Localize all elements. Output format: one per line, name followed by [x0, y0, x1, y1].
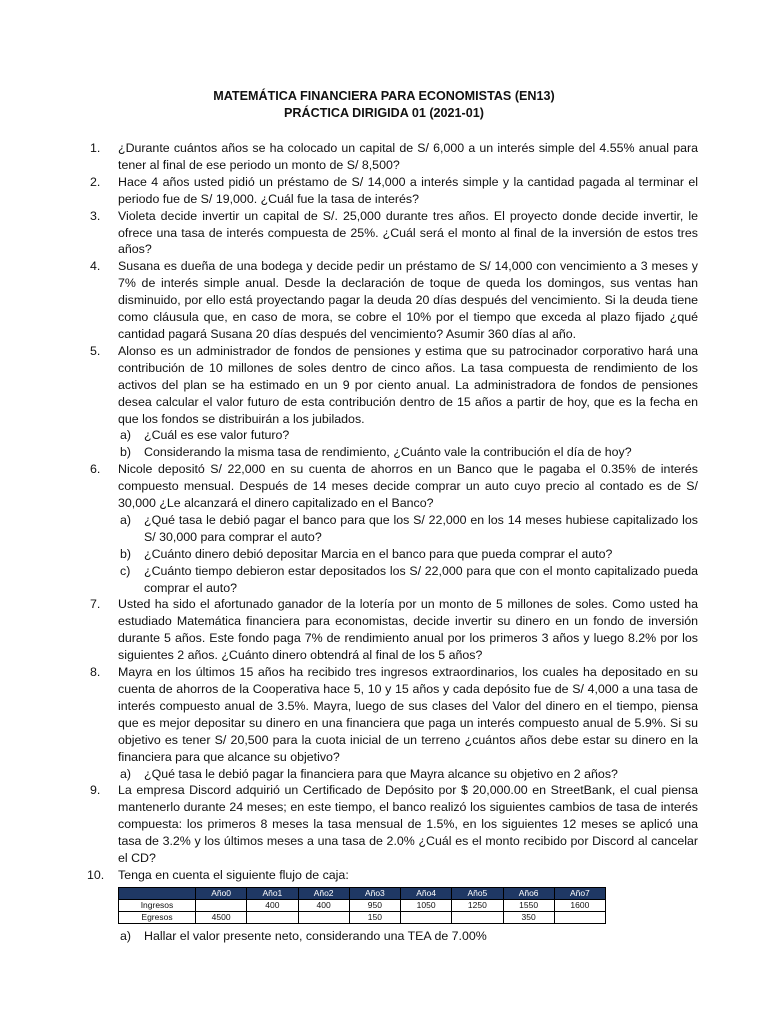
sub-question [118, 427, 698, 444]
cash-flow-cell: 150 [349, 911, 400, 923]
problem-item [90, 596, 698, 664]
cash-flow-column-header [119, 887, 196, 899]
problem-number: 3. [90, 208, 101, 223]
problem-text: Alonso es un administrador de fondos de pensiones y estima que su patrocinador corporativo hará una contribución de 10 millones de soles dentro de cinco años. La tasa compuesta de rendimiento de los activos del plan se ha estimado en un 9 por ciento anual. La administradora de fondos de pensiones desea calcular el valor futuro de esta contribución dentro de 15 años a partir de hoy, que es la fecha en que los fondos se distribuirán a los jubilados. [118, 343, 698, 426]
sub-question [118, 444, 698, 461]
problem-text: Nicole depositó S/ 22,000 en su cuenta de ahorros en un Banco que le pagaba el 0.35% de interés compuesto mensual. Después de 14 meses decide comprar un auto cuyo precio al contado es de S/ 30,000 ¿Le alcanzará el dinero capitalizado en el Banco? [118, 462, 698, 511]
sub-question-text: ¿Cuál es ese valor futuro? [144, 428, 290, 443]
cash-flow-column-header: Año1 [247, 887, 298, 899]
problem-item [90, 782, 698, 867]
cash-flow-cell [298, 911, 349, 923]
sub-question-label: c) [120, 563, 131, 578]
problem-number: 2. [90, 174, 101, 189]
problem-text: Violeta decide invertir un capital de S/. 25,000 durante tres años. El proyecto donde decide invertir, le ofrece una tasa de interés compuesta de 25%. ¿Cuál será el monto al final de la inversión de estos tres años? [118, 208, 698, 257]
cash-flow-cell: 1550 [503, 899, 554, 911]
sub-question-label: b) [120, 445, 132, 460]
sub-question-label: a) [120, 928, 132, 943]
problem-number: 9. [90, 783, 101, 798]
cash-flow-cell: 950 [349, 899, 400, 911]
sub-question [118, 928, 698, 945]
document-subtitle: PRÁCTICA DIRIGIDA 01 (2021-01) [284, 106, 484, 120]
sub-question-label: a) [120, 428, 132, 443]
problem-number: 10. [87, 867, 105, 882]
cash-flow-column-header: Año7 [554, 887, 605, 899]
cash-flow-cell: 400 [298, 899, 349, 911]
cash-flow-cell [452, 911, 503, 923]
cash-flow-cell [196, 899, 247, 911]
cash-flow-column-header: Año5 [452, 887, 503, 899]
problem-text: La empresa Discord adquirió un Certificado de Depósito por $ 20,000.00 en StreetBank, el cual piensa mantenerlo durante 24 meses; en este tiempo, el banco realizó los siguientes cambios de tasa de interés compuesta: los primeros 8 meses la tasa mensual de 1.5%, en los siguientes 12 meses se aplicó una tasa de 3.2% y los últimos meses a una tasa de 2.0% ¿Cuál es el monto recibido por Discord al cancelar el CD? [118, 783, 698, 866]
problem-list [87, 140, 698, 945]
cash-flow-table [118, 887, 606, 924]
cash-flow-column-header: Año2 [298, 887, 349, 899]
problem-text: Susana es dueña de una bodega y decide pedir un préstamo de S/ 14,000 con vencimiento a 3 meses y 7% de interés simple anual. Desde la declaración de toque de queda los domingos, sus ventas han disminuido, por ello está proyectando pagar la deuda 20 días después del vencimiento. Si la deuda tiene como cláusula que, en caso de mora, se cobre el 10% por el tiempo que exceda al plazo fijado ¿qué cantidad pagará Susana 20 días después del vencimiento? Asumir 360 días al año. [118, 259, 698, 341]
cash-flow-cell: 1050 [401, 899, 452, 911]
problem-item [90, 343, 698, 461]
sub-question-text: Hallar el valor presente neto, considerando una TEA de 7.00% [144, 928, 487, 943]
cash-flow-cell [401, 911, 452, 923]
cash-flow-row [119, 911, 606, 923]
cash-flow-column-header: Año0 [196, 887, 247, 899]
sub-question-text: ¿Qué tasa le debió pagar el banco para que los S/ 22,000 en los 14 meses hubiese capitalizado los S/ 30,000 para comprar el auto? [144, 512, 698, 544]
cash-flow-cell [554, 911, 605, 923]
cash-flow-cell: 350 [503, 911, 554, 923]
cash-flow-header-row [119, 887, 606, 899]
problem-text: Tenga en cuenta el siguiente flujo de caja: [118, 867, 349, 882]
problem-text: Usted ha sido el afortunado ganador de la lotería por un monto de 5 millones de soles. Como usted ha estudiado Matemática financiera para economistas, decide invertir su dinero en un fondo de inversión durante 5 años. Este fondo paga 7% de rendimiento anual por los primeros 3 años y luego 8.2% por los siguientes 2 años. ¿Cuánto dinero obtendrá al final de los 5 años? [118, 597, 698, 663]
problem-item [90, 174, 698, 208]
problem-number: 5. [90, 343, 101, 358]
problem-item [90, 664, 698, 782]
problem-number: 6. [90, 462, 101, 477]
sub-question-text: ¿Qué tasa le debió pagar la financiera para que Mayra alcance su objetivo en 2 años? [144, 766, 618, 781]
cash-flow-cell: 400 [247, 899, 298, 911]
document-header [0, 88, 768, 122]
cash-flow-row [119, 899, 606, 911]
sub-question-label: a) [120, 766, 132, 781]
cash-flow-cell: 1600 [554, 899, 605, 911]
sub-question [118, 563, 698, 597]
cash-flow-cell: 1250 [452, 899, 503, 911]
problem-item [90, 461, 698, 596]
problem-item [90, 258, 698, 343]
cash-flow-cell: 4500 [196, 911, 247, 923]
cash-flow-row-label: Egresos [119, 911, 196, 923]
problem-item [87, 867, 698, 945]
problem-item [90, 208, 698, 259]
sub-question-text: ¿Cuánto dinero debió depositar Marcia en el banco para que pueda comprar el auto? [144, 546, 613, 561]
problem-number: 8. [90, 665, 101, 680]
problem-text: Hace 4 años usted pidió un préstamo de S/ 14,000 a interés simple y la cantidad pagada al terminar el periodo fue de S/ 19,000. ¿Cuál fue la tasa de interés? [118, 174, 698, 206]
cash-flow-column-header: Año4 [401, 887, 452, 899]
problem-number: 1. [90, 141, 101, 155]
problem-text: ¿Durante cuántos años se ha colocado un capital de S/ 6,000 a un interés simple del 4.55% anual para tener al final de ese periodo un monto de S/ 8,500? [118, 141, 698, 172]
sub-question [118, 512, 698, 546]
problem-text: Mayra en los últimos 15 años ha recibido tres ingresos extraordinarios, los cuales ha depositado en su cuenta de ahorros de la Cooperativa hace 5, 10 y 15 años y cada depósito fue de S/ 4,000 a una tasa de interés compuesto anual de 3.5%. Mayra, luego de sus clases del Valor del dinero en el tiempo, piensa que es mejor depositar su dinero en una financiera que paga un interés compuesto anual de 5.9%. Si su objetivo es tener S/ 20,500 para la cuota inicial de un terreno ¿cuántos años debe estar su dinero en la financiera para que alcance su objetivo? [118, 665, 698, 764]
document-title: MATEMÁTICA FINANCIERA PARA ECONOMISTAS (EN13) [213, 89, 555, 103]
sub-question-label: a) [120, 512, 132, 527]
sub-question [118, 766, 698, 783]
problem-number: 7. [90, 597, 101, 612]
cash-flow-cell [247, 911, 298, 923]
cash-flow-column-header: Año3 [349, 887, 400, 899]
sub-question-label: b) [120, 546, 132, 561]
sub-question-text: ¿Cuánto tiempo debieron estar depositados los S/ 22,000 para que con el monto capitalizado pueda comprar el auto? [144, 563, 698, 595]
cash-flow-column-header: Año6 [503, 887, 554, 899]
problem-number: 4. [90, 259, 101, 274]
sub-question-text: Considerando la misma tasa de rendimiento, ¿Cuánto vale la contribución el día de hoy? [144, 445, 632, 460]
problem-item [90, 140, 698, 174]
sub-question [118, 546, 698, 563]
cash-flow-row-label: Ingresos [119, 899, 196, 911]
